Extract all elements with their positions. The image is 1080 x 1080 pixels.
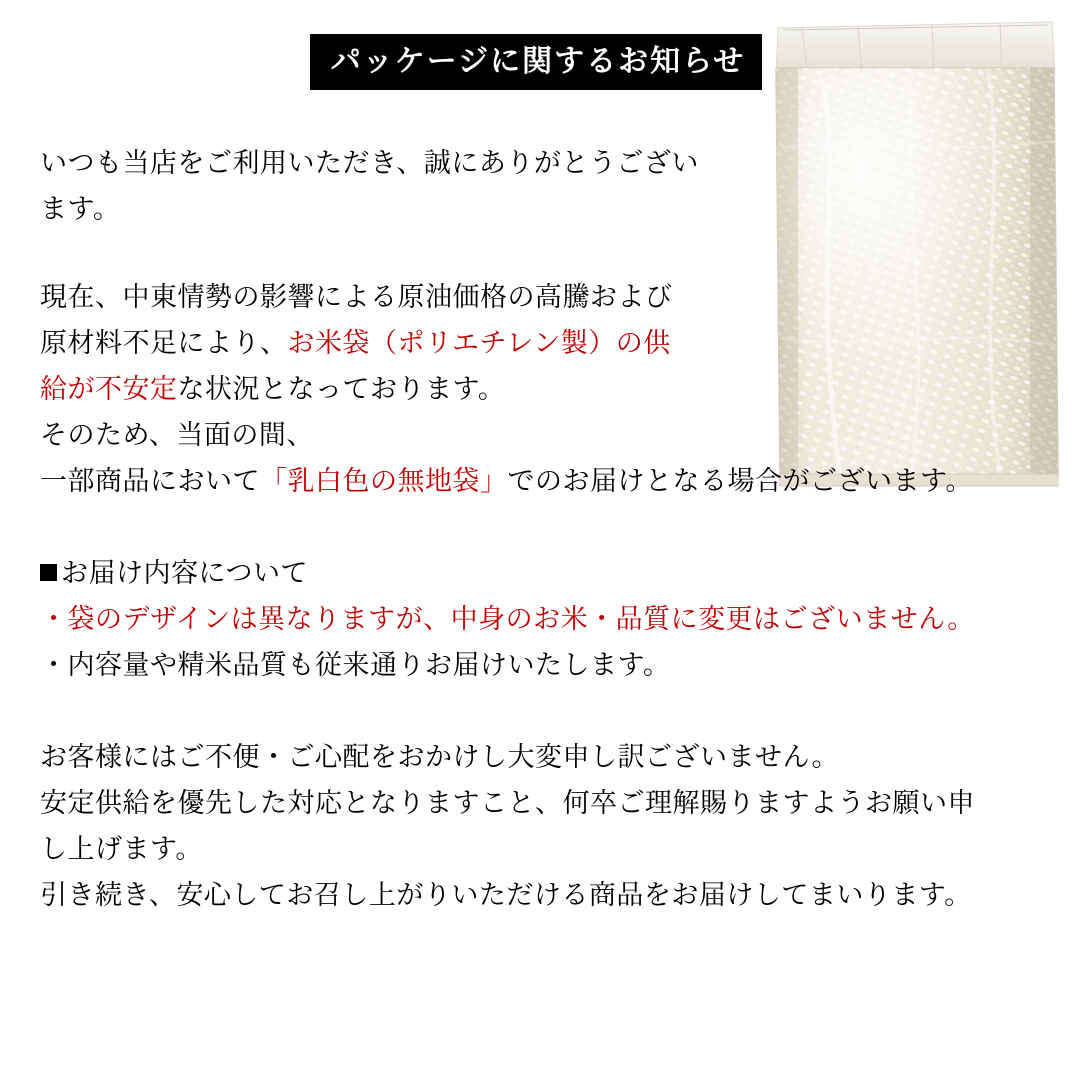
spacer xyxy=(40,232,1040,274)
notice-title-banner xyxy=(310,34,766,90)
situation-line-5-red: 「乳白色の無地袋」 xyxy=(260,466,508,496)
closing-line-3: し上げます。 xyxy=(40,834,203,864)
delivery-heading xyxy=(40,550,1040,596)
page-title: パッケージに関するお知らせ xyxy=(330,45,746,78)
delivery-bullet-2: ・内容量や精米品質も従来通りお届けいたします。 xyxy=(40,650,671,680)
situation-line-3 xyxy=(40,366,1040,412)
delivery-paragraph xyxy=(40,550,1040,688)
closing-line-1: お客様にはご不便・ご心配をおかけし大変申し訳ございません。 xyxy=(40,742,840,772)
notice-body xyxy=(40,140,1040,918)
closing-line-4: 引き続き、安心してお召し上がりいただける商品をお届けしてまいります。 xyxy=(40,880,972,910)
closing-line-2: 安定供給を優先した対応となりますこと、何卒ご理解賜りますようお願い申 xyxy=(40,788,975,818)
closing-paragraph xyxy=(40,734,1040,918)
black-square-icon xyxy=(40,564,57,581)
delivery-bullet-1: ・袋のデザインは異なりますが、中身のお米・品質に変更はございません。 xyxy=(40,604,975,634)
situation-line-2-black: 原材料不足により、 xyxy=(40,328,288,358)
situation-line-3-red: 給が不安定 xyxy=(40,374,178,404)
spacer xyxy=(40,688,1040,734)
situation-line-1: 現在、中東情勢の影響による原油価格の高騰および xyxy=(40,282,673,312)
situation-line-2-red: お米袋（ポリエチレン製）の供 xyxy=(287,328,671,358)
delivery-heading-text: お届け内容について xyxy=(61,558,308,588)
greeting-line-2: ます。 xyxy=(40,194,121,224)
spacer xyxy=(40,504,1040,550)
greeting-line-1: いつも当店をご利用いただき、誠にありがとうござい xyxy=(40,148,699,178)
greeting-paragraph xyxy=(40,140,1040,232)
situation-line-3-black: な状況となっております。 xyxy=(177,374,506,404)
situation-line-2 xyxy=(40,320,1040,366)
situation-paragraph xyxy=(40,274,1040,504)
situation-line-4: そのため、当面の間、 xyxy=(40,420,314,450)
situation-line-5-pre: 一部商品において xyxy=(40,466,260,496)
situation-line-5-post: でのお届けとなる場合がございます。 xyxy=(507,466,973,496)
situation-line-5 xyxy=(40,458,1040,504)
